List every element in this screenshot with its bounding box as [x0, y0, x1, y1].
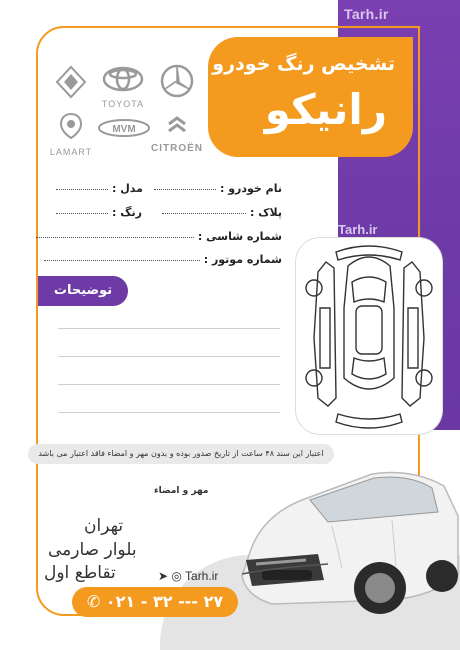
model-row: [56, 182, 143, 195]
address-city: تهران: [84, 516, 124, 536]
toyota-caption: TOYOTA: [101, 99, 145, 109]
watermark-mid: Tarh.ir: [338, 222, 378, 237]
plate-label: پلاک :: [250, 206, 282, 219]
address-junction: تقاطع اول: [44, 563, 116, 583]
car-name-field[interactable]: [154, 188, 216, 190]
description-line[interactable]: [58, 356, 280, 357]
car-outline-diagram-icon: [296, 238, 442, 434]
social-row: [158, 569, 218, 583]
title-brand: رانیکو: [264, 85, 387, 134]
citroen-caption: CITROËN: [151, 143, 203, 154]
plate-field[interactable]: [162, 212, 246, 214]
address-street: بلوار صارمی: [48, 540, 137, 560]
description-line[interactable]: [58, 384, 280, 385]
chassis-row: [36, 230, 282, 243]
car-photo-icon: [232, 456, 460, 626]
phone-badge[interactable]: [72, 587, 238, 617]
car-name-label: نام خودرو :: [219, 182, 282, 195]
chassis-field[interactable]: [36, 236, 194, 238]
color-row: [56, 206, 142, 219]
mvm-caption: MVM: [112, 124, 136, 135]
lamart-caption: LAMART: [49, 147, 93, 157]
lamart-logo-icon: [44, 112, 98, 157]
phone-icon: ✆: [86, 592, 101, 611]
car-name-row: [154, 182, 282, 195]
social-handle[interactable]: Tarh.ir: [185, 569, 219, 583]
engine-label: شماره موتور :: [203, 253, 282, 266]
engine-row: [44, 253, 282, 266]
title-badge: [208, 37, 413, 157]
instagram-icon: ◎: [171, 569, 182, 583]
color-label: رنگ :: [112, 206, 142, 219]
car-damage-diagram-card: [296, 238, 442, 434]
engine-field[interactable]: [44, 259, 200, 261]
toyota-logo-icon: [98, 66, 148, 109]
description-line[interactable]: [58, 412, 280, 413]
model-label: مدل :: [112, 182, 143, 195]
title-subtitle: تشخیص رنگ خودرو: [212, 53, 395, 75]
plate-row: [162, 206, 282, 219]
validity-notice: اعتبار این سند ۴۸ ساعت از تاریخ صدور بوده و بدون مهر و امضاء فاقد اعتبار می باشد: [28, 444, 334, 464]
telegram-icon: ➤: [158, 569, 169, 583]
description-tab: توضیحات: [38, 276, 128, 306]
color-field[interactable]: [56, 212, 108, 214]
mvm-logo-icon: [96, 118, 152, 143]
mercedes-logo-icon: [158, 64, 196, 103]
citroen-logo-icon: [146, 114, 208, 154]
signature-label: مهر و امضاء: [154, 486, 209, 496]
watermark-top: Tarh.ir: [344, 6, 389, 22]
chassis-label: شماره شاسی :: [197, 230, 282, 243]
description-line[interactable]: [58, 328, 280, 329]
phone-number: ۰۲۱ - ۳۲ --- ۲۷: [105, 592, 224, 611]
saipa-logo-icon: [48, 64, 94, 105]
model-field[interactable]: [56, 188, 108, 190]
